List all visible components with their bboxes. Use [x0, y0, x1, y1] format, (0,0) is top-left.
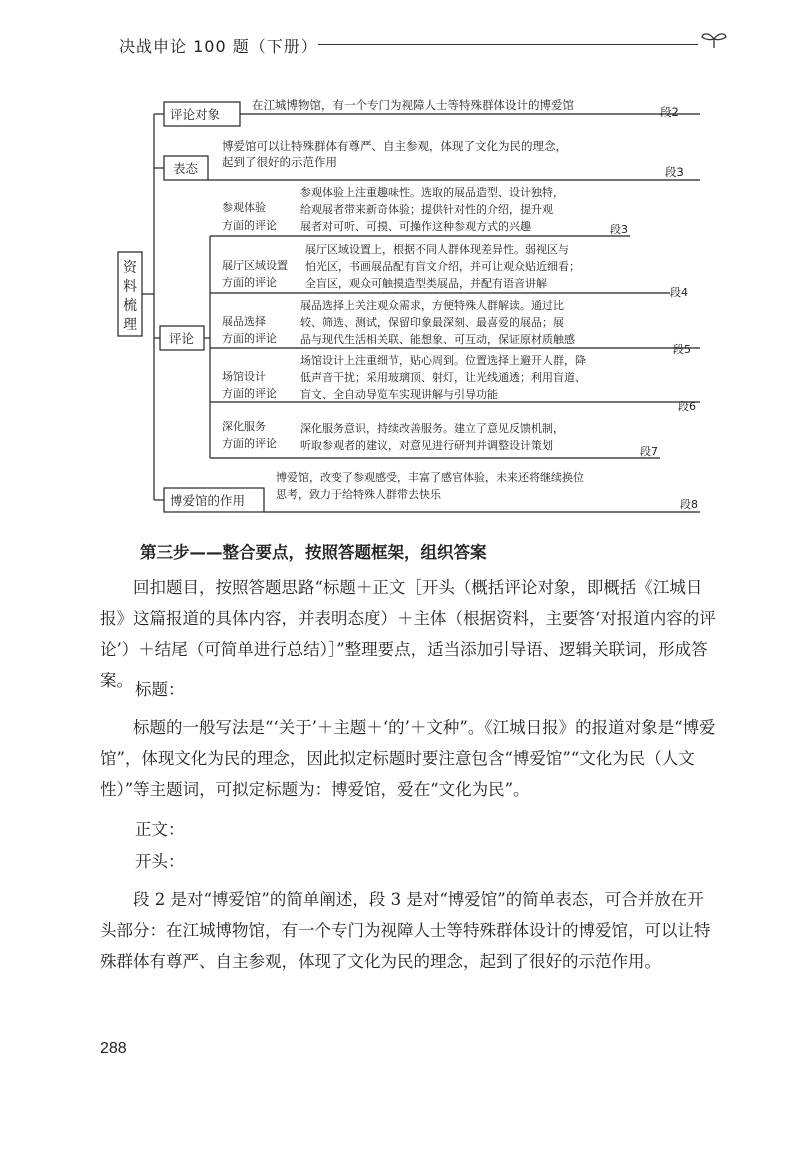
mindmap-sub-label: 展厅区域设置 [222, 259, 288, 272]
mindmap-para-tag: 段6 [678, 400, 696, 413]
mindmap-note: 在江城博物馆，有一个专门为视障人士等特殊群体设计的博爱馆 [252, 98, 574, 112]
mindmap-note: 展者对可听、可摸、可操作这种参观方式的兴趣 [300, 220, 531, 233]
opening-label: 开头： [135, 852, 185, 871]
step3-intro-paragraph: 回扣题目，按照答题思路“标题＋正文［开头（概括评论对象，即概括《江城日报》这篇报道的具体内容，并表明态度）＋主体（根据资料，主要答‘对报道内容的评论’）＋结尾（可简单进行总结）］”整理要点，适当添加引导语、逻辑关联词，形成答案。 [100, 578, 716, 690]
sprout-icon [700, 28, 728, 50]
mindmap-note: 场馆设计上注重细节，贴心周到。位置选择上避开人群，降 [300, 354, 586, 367]
title-label: 标题： [135, 680, 185, 699]
step3-heading: 第三步——整合要点，按照答题框架，组织答案 [140, 543, 487, 562]
mindmap-sub-label: 方面的评论 [222, 332, 277, 345]
mindmap-note: 深化服务意识，持续改善服务。建立了意见反馈机制， [300, 422, 564, 435]
mindmap-note: 听取参观者的建议，对意见进行研判并调整设计策划 [300, 439, 553, 452]
mindmap-para-tag: 段3 [610, 223, 628, 236]
mindmap-branch-label: 博爱馆的作用 [170, 493, 246, 508]
mindmap-note: 博爱馆可以让特殊群体有尊严、自主参观，体现了文化为民的理念， [222, 139, 567, 153]
mindmap-para-tag: 段7 [640, 445, 658, 458]
title-paragraph: 标题的一般写法是“‘关于’＋主题＋‘的’＋文种”。《江城日报》的报道对象是“博爱馆”，体现文化为民的理念，因此拟定标题时要注意包含“博爱馆”“文化为民（人文性）”等主题词，可拟定标题为：博爱馆，爱在“文化为民”。 [100, 718, 716, 799]
mindmap-branch-label: 表态 [173, 161, 199, 176]
mindmap-para-tag: 段2 [660, 105, 679, 119]
mindmap-sub-label: 展品选择 [222, 315, 266, 328]
mindmap-note: 思考，致力于给特殊人群带去快乐 [276, 488, 441, 501]
mindmap-note: 怕光区，书画展品配有盲文介绍，并可让观众贴近细看； [305, 260, 580, 273]
mindmap-para-tag: 段5 [673, 343, 691, 356]
mindmap-note: 起到了很好的示范作用 [222, 155, 337, 169]
opening-paragraph: 段 2 是对“博爱馆”的简单阐述，段 3 是对“博爱馆”的简单表态，可合并放在开头部分：在江城博物馆，有一个专门为视障人士等特殊群体设计的博爱馆，可以让特殊群体有尊严、自主参观，体现了文化为民的理念，起到了很好的示范作用。 [100, 890, 711, 971]
material-mindmap [100, 80, 720, 520]
mindmap-sub-label: 方面的评论 [222, 387, 277, 400]
mindmap-para-tag: 段4 [670, 286, 688, 299]
mindmap-note: 盲文、全自动导览车实现讲解与引导功能 [300, 388, 498, 401]
mindmap-sub-label: 方面的评论 [222, 437, 277, 450]
mindmap-sub-label: 场馆设计 [222, 370, 266, 383]
mindmap-note: 较、筛选、测试，保留印象最深刻、最喜爱的展品；展 [300, 316, 564, 329]
mindmap-root-char: 资 [123, 260, 137, 276]
mindmap-root-char: 梳 [123, 298, 137, 314]
mindmap-para-tag: 段8 [680, 498, 698, 511]
page-number: 288 [100, 1040, 127, 1057]
mindmap-branch-label: 评论 [169, 331, 195, 346]
mindmap-para-tag: 段3 [665, 165, 684, 179]
mindmap-sub-label: 参观体验 [222, 201, 266, 214]
mindmap-note: 博爱馆，改变了参观感受，丰富了感官体验，未来还将继续换位 [276, 471, 584, 484]
body-label: 正文： [135, 820, 185, 839]
mindmap-note: 品与现代生活相关联、能想象、可互动，保证原材质触感 [300, 333, 575, 346]
running-header-title: 决战申论 100 题（下册） [119, 37, 318, 56]
mindmap-branch-label: 评论对象 [170, 107, 221, 122]
mindmap-sub-label: 方面的评论 [222, 219, 277, 232]
mindmap-note: 给观展者带来新奇体验；提供针对性的介绍，提升观 [300, 203, 553, 216]
mindmap-note: 全盲区，观众可触摸造型类展品，并配有语音讲解 [305, 277, 547, 290]
mindmap-note: 参观体验上注重趣味性。选取的展品造型、设计独特， [300, 186, 564, 199]
mindmap-note: 展品选择上关注观众需求，方便特殊人群解读。通过比 [300, 299, 564, 312]
mindmap-note: 展厅区域设置上，根据不同人群体现差异性。弱视区与 [305, 243, 569, 256]
mindmap-sub-label: 方面的评论 [222, 276, 277, 289]
mindmap-sub-label: 深化服务 [222, 420, 266, 433]
header-rule [318, 44, 698, 45]
mindmap-root-char: 理 [123, 317, 137, 333]
mindmap-root-char: 料 [123, 279, 137, 295]
mindmap-note: 低声音干扰；采用玻璃顶、射灯，让光线通透；利用盲道、 [300, 371, 586, 384]
